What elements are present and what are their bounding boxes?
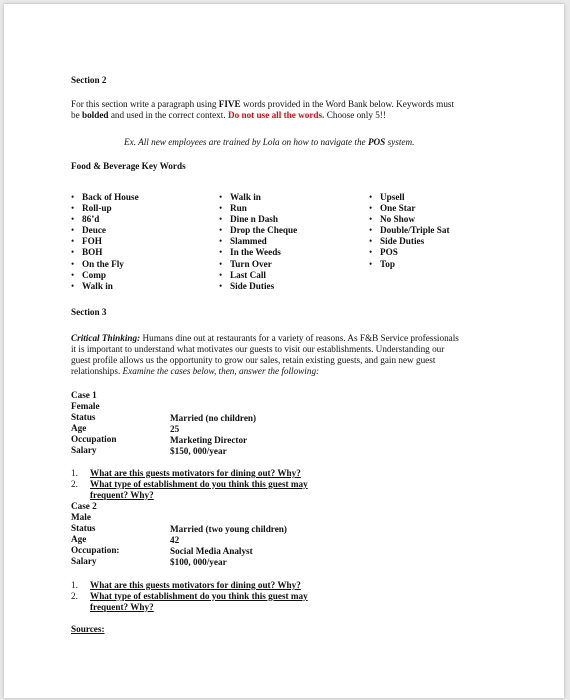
ct-line-4a: relationships. (71, 366, 123, 376)
word-bank-term: • Double/Triple Sat (369, 225, 450, 236)
word-bank-term: • On the Fly (71, 259, 139, 270)
example-sentence (124, 137, 414, 148)
question-number: 2. (71, 478, 78, 489)
question-number: 1. (71, 468, 78, 478)
question-text: What are this guests motivators for dining out? Why? (90, 580, 301, 590)
case-2-status-label: Status (71, 523, 96, 533)
word-bank-term: • Deuce (71, 225, 139, 236)
case-1-salary-label: Salary (71, 445, 97, 455)
word-bank-column-3 (369, 192, 450, 270)
word-bank-term: • Side Duties (219, 281, 297, 292)
word-bank-term: • Back of House (71, 192, 139, 203)
case-2-occupation-value: Social Media Analyst (170, 546, 253, 556)
instr-text-c: be (71, 110, 82, 120)
word-bank-term: • Roll-up (71, 203, 139, 214)
word-bank-term: • Comp (71, 270, 139, 281)
question-text-line-2: frequent? Why? (90, 601, 154, 612)
section-2-instructions (71, 99, 511, 121)
instr-text-a: For this section write a paragraph using (71, 99, 219, 109)
case-1-question-2 (71, 479, 371, 501)
case-2-salary-label: Salary (71, 556, 97, 566)
question-text: What are this guests motivators for dining out? Why? (90, 468, 301, 478)
case-1-age-value: 25 (170, 424, 180, 434)
instr-bolded: bolded (81, 110, 109, 120)
example-text-b: system. (385, 137, 415, 147)
case-1-status-label: Status (71, 412, 96, 422)
word-bank-term: • Turn Over (219, 259, 297, 270)
word-bank-title: Food & Beverage Key Words (71, 161, 186, 171)
case-2-salary-value: $100, 000/year (170, 557, 227, 567)
instr-text-d: and used in the correct context. (108, 110, 228, 120)
ct-line-3: guest profile allows us the opportunity to grow our sales, retain existing guests, and gain new guest (71, 355, 436, 365)
word-bank-term: • One Star (369, 203, 450, 214)
example-pos: POS (367, 137, 386, 147)
ct-line-2: it is important to understand what motivates our guests to visit our establishments. Understanding our (71, 344, 445, 354)
instr-five: FIVE (218, 99, 241, 109)
example-text-a: Ex. All new employees are trained by Lola on how to navigate the (124, 137, 368, 147)
case-1-occupation-value: Marketing Director (170, 435, 248, 445)
word-bank-term: • No Show (369, 214, 450, 225)
case-1-occupation-label: Occupation (71, 434, 117, 444)
word-bank-term: • 86’d (71, 214, 139, 225)
case-1-question-1 (71, 468, 371, 479)
section-3-title: Section 3 (71, 307, 107, 317)
word-bank-term: • Slammed (219, 236, 297, 247)
case-2-status-value: Married (two young children) (170, 524, 287, 534)
instr-text-e: Choose only 5!! (324, 110, 386, 120)
question-number: 1. (71, 580, 78, 590)
word-bank-term: • Side Duties (369, 236, 450, 247)
sources-heading: Sources: (71, 624, 105, 634)
word-bank-term: • Run (219, 203, 297, 214)
question-text-line-1: What type of establishment do you think this guest may (90, 478, 308, 489)
word-bank-term: • Last Call (219, 270, 297, 281)
case-2-questions (71, 580, 371, 612)
case-2-question-2 (71, 591, 371, 613)
case-1-salary-value: $150, 000/year (170, 446, 227, 456)
word-bank-column-2 (219, 192, 297, 292)
instr-text-b: words provided in the Word Bank below. Keywords must (240, 99, 455, 109)
case-1-status-value: Married (no children) (170, 413, 257, 423)
document-page (4, 4, 564, 698)
case-2-gender: Male (71, 512, 91, 522)
word-bank-term: • Dine n Dash (219, 214, 297, 225)
ct-line-1: Humans dine out at restaurants for a variety of reasons. As F&B Service professionals (140, 333, 459, 343)
word-bank-term: • POS (369, 247, 450, 258)
section-2-title: Section 2 (71, 75, 107, 85)
word-bank-column-1 (71, 192, 139, 292)
ct-label: Critical Thinking: (71, 333, 141, 343)
question-number: 2. (71, 590, 78, 601)
word-bank-term: • FOH (71, 236, 139, 247)
instr-warning: Do not use all the words. (227, 110, 325, 120)
case-1-questions (71, 468, 371, 500)
case-2-occupation-label: Occupation: (71, 545, 120, 555)
question-text-line-1: What type of establishment do you think this guest may (90, 590, 308, 601)
word-bank-term: • Walk in (219, 192, 297, 203)
case-1-gender: Female (71, 401, 100, 411)
case-2-question-1 (71, 580, 371, 591)
word-bank-term: • BOH (71, 247, 139, 258)
case-2-age-value: 42 (170, 535, 180, 545)
ct-line-4b: Examine the cases below, then, answer the following: (122, 366, 320, 376)
word-bank-term: • In the Weeds (219, 247, 297, 258)
case-1-age-label: Age (71, 423, 87, 433)
word-bank-term: • Walk in (71, 281, 139, 292)
word-bank-term: • Drop the Cheque (219, 225, 297, 236)
case-2-title: Case 2 (71, 501, 97, 511)
critical-thinking-paragraph (71, 333, 516, 377)
case-1-title: Case 1 (71, 390, 97, 400)
case-2-age-label: Age (71, 534, 87, 544)
question-text-line-2: frequent? Why? (90, 489, 154, 500)
word-bank-term: • Top (369, 259, 450, 270)
word-bank-term: • Upsell (369, 192, 450, 203)
